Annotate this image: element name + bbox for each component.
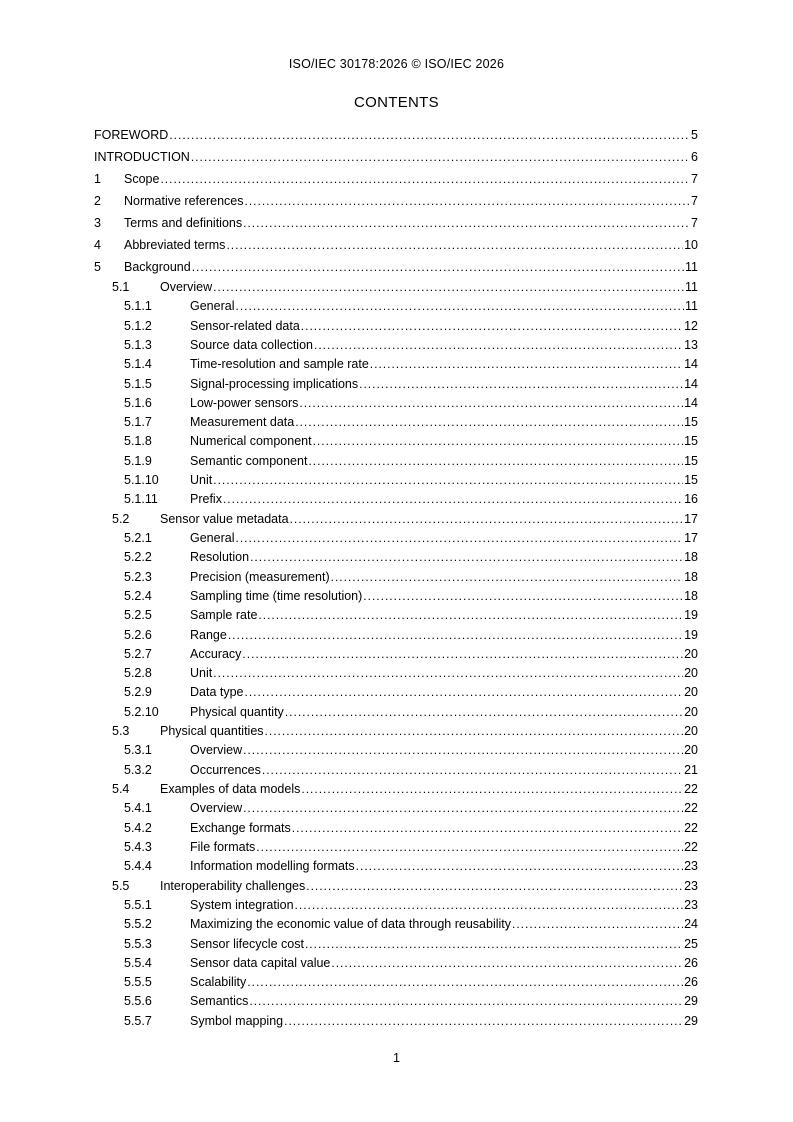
dot-leader (299, 394, 683, 413)
toc-entry[interactable] (94, 799, 698, 818)
toc-entry-label: Measurement data (190, 415, 295, 430)
toc-entry-label: Source data collection (190, 337, 313, 352)
toc-entry[interactable] (94, 1012, 698, 1031)
toc-entry-number: 5.2.5 (124, 608, 152, 623)
toc-entry[interactable] (94, 915, 698, 934)
toc-entry-page: 19 (684, 627, 698, 642)
toc-entry-label: Prefix (190, 492, 222, 507)
dot-leader (292, 819, 683, 838)
toc-entry-number: 5.3.2 (124, 762, 152, 777)
toc-entry-page: 20 (684, 685, 698, 700)
dot-leader (512, 915, 683, 934)
toc-entry-number: 5 (94, 260, 101, 274)
toc-entry-number: 5.1.2 (124, 318, 152, 333)
toc-entry-page: 6 (691, 150, 698, 164)
dot-leader (245, 190, 691, 212)
toc-entry-number: 5.1.8 (124, 434, 152, 449)
toc-entry-page: 16 (684, 492, 698, 507)
toc-entry-number: 5.5.3 (124, 936, 152, 951)
toc-entry-label: Semantics (190, 994, 249, 1009)
dot-leader (223, 490, 683, 509)
toc-entry-label: Normative references (124, 194, 244, 208)
table-of-contents (94, 124, 698, 1031)
toc-entry-label: Abbreviated terms (124, 238, 226, 252)
toc-entry-number: 5.4.2 (124, 820, 152, 835)
toc-entry-page: 15 (684, 415, 698, 430)
dot-leader (160, 168, 690, 190)
toc-entry[interactable] (94, 587, 698, 606)
toc-entry-number: 4 (94, 238, 101, 252)
toc-entry[interactable] (94, 626, 698, 645)
toc-entry-page: 20 (684, 646, 698, 661)
toc-entry-number: 5.2 (112, 511, 130, 526)
toc-entry-label: Precision (measurement) (190, 569, 330, 584)
toc-entry-label: Time-resolution and sample rate (190, 357, 369, 372)
dot-leader (228, 626, 683, 645)
toc-entry[interactable] (94, 896, 698, 915)
toc-entry-page: 26 (684, 975, 698, 990)
toc-entry-page: 15 (684, 434, 698, 449)
toc-entry-page: 11 (685, 260, 698, 274)
toc-entry-number: 5.2.4 (124, 588, 152, 603)
toc-entry-page: 14 (684, 357, 698, 372)
dot-leader (256, 838, 683, 857)
document-header: ISO/IEC 30178:2026 © ISO/IEC 2026 (288, 57, 505, 71)
toc-entry[interactable] (94, 124, 698, 146)
toc-entry[interactable] (94, 935, 698, 954)
toc-entry-number: 5.2.3 (124, 569, 152, 584)
toc-entry-page: 24 (684, 917, 698, 932)
toc-entry[interactable] (94, 973, 698, 992)
toc-entry-number: 5.1.6 (124, 395, 152, 410)
toc-entry-label: Terms and definitions (124, 216, 243, 230)
toc-entry-label: Interoperability challenges (160, 878, 306, 893)
dot-leader (363, 587, 683, 606)
toc-entry-page: 23 (684, 859, 698, 874)
toc-entry-label: Range (190, 627, 227, 642)
dot-leader (245, 683, 684, 702)
toc-entry-label: FOREWORD (94, 128, 169, 142)
toc-entry-number: 5.5.1 (124, 897, 152, 912)
dot-leader (301, 317, 683, 336)
toc-entry-page: 7 (691, 216, 698, 230)
toc-entry-label: Maximizing the economic value of data through reusability (190, 917, 512, 932)
toc-entry[interactable] (94, 413, 698, 432)
toc-entry-label: Physical quantities (160, 724, 264, 739)
dot-leader (313, 432, 684, 451)
dot-leader (242, 645, 683, 664)
toc-entry-page: 22 (684, 839, 698, 854)
dot-leader (247, 973, 683, 992)
toc-entry-page: 15 (684, 473, 698, 488)
toc-entry-page: 10 (684, 238, 698, 252)
toc-entry-number: 5.1.10 (124, 473, 159, 488)
toc-entry[interactable] (94, 838, 698, 857)
dot-leader (359, 375, 683, 394)
toc-entry-label: Sensor data capital value (190, 955, 331, 970)
toc-entry-label: Sampling time (time resolution) (190, 588, 363, 603)
toc-entry-page: 7 (691, 172, 698, 186)
toc-entry-number: 3 (94, 216, 101, 230)
toc-entry-number: 5.4.1 (124, 801, 152, 816)
dot-leader (226, 234, 683, 256)
toc-entry-page: 23 (684, 897, 698, 912)
dot-leader (370, 355, 683, 374)
toc-entry[interactable] (94, 452, 698, 471)
toc-entry-number: 5.3.1 (124, 743, 152, 758)
toc-entry-label: Signal-processing implications (190, 376, 359, 391)
toc-entry[interactable] (94, 256, 698, 278)
toc-entry-label: General (190, 531, 235, 546)
toc-entry-number: 5.5 (112, 878, 130, 893)
toc-entry-number: 5.2.6 (124, 627, 152, 642)
toc-entry-number: 5.5.4 (124, 955, 152, 970)
toc-entry-label: Numerical component (190, 434, 312, 449)
toc-entry-number: 5.3 (112, 724, 130, 739)
dot-leader (331, 954, 683, 973)
toc-entry-number: 5.4.3 (124, 839, 152, 854)
toc-entry[interactable] (94, 234, 698, 256)
toc-entry[interactable] (94, 336, 698, 355)
toc-entry-label: Overview (190, 743, 243, 758)
toc-entry-label: Resolution (190, 550, 250, 565)
toc-entry-page: 20 (684, 666, 698, 681)
toc-entry[interactable] (94, 490, 698, 509)
toc-entry-number: 5.1 (112, 280, 130, 294)
dot-leader (249, 992, 683, 1011)
page-number: 1 (393, 1051, 400, 1065)
toc-entry-page: 11 (685, 299, 698, 314)
dot-leader (301, 780, 683, 799)
dot-leader (284, 1012, 683, 1031)
toc-entry-page: 19 (684, 608, 698, 623)
toc-entry-label: Symbol mapping (190, 1013, 284, 1028)
toc-entry[interactable] (94, 355, 698, 374)
dot-leader (290, 510, 684, 529)
toc-entry-page: 18 (684, 569, 698, 584)
toc-entry[interactable] (94, 683, 698, 702)
toc-entry-label: Scope (124, 172, 160, 186)
toc-entry-page: 18 (684, 550, 698, 565)
toc-entry-number: 5.1.11 (124, 492, 158, 507)
toc-entry-page: 13 (684, 337, 698, 352)
toc-entry[interactable] (94, 278, 698, 297)
dot-leader (192, 256, 684, 278)
toc-entry-label: Sample rate (190, 608, 258, 623)
toc-entry[interactable] (94, 877, 698, 896)
toc-entry[interactable] (94, 146, 698, 168)
toc-entry[interactable] (94, 375, 698, 394)
toc-entry-page: 23 (684, 878, 698, 893)
toc-entry-label: Semantic component (190, 453, 308, 468)
toc-entry-label: Accuracy (190, 646, 242, 661)
toc-entry-label: Unit (190, 666, 213, 681)
toc-entry[interactable] (94, 645, 698, 664)
dot-leader (213, 278, 684, 297)
toc-entry-label: Sensor lifecycle cost (190, 936, 304, 951)
toc-entry-page: 22 (684, 801, 698, 816)
toc-entry-label: INTRODUCTION (94, 150, 190, 164)
dot-leader (356, 857, 683, 876)
toc-entry[interactable] (94, 190, 698, 212)
toc-entry[interactable] (94, 394, 698, 413)
dot-leader (308, 452, 683, 471)
toc-entry-page: 25 (684, 936, 698, 951)
toc-entry-page: 15 (684, 453, 698, 468)
toc-entry[interactable] (94, 703, 698, 722)
toc-entry-number: 5.1.4 (124, 357, 152, 372)
toc-entry-number: 5.5.5 (124, 975, 152, 990)
dot-leader (314, 336, 683, 355)
dot-leader (305, 935, 683, 954)
toc-entry-label: Exchange formats (190, 820, 291, 835)
dot-leader (295, 413, 683, 432)
toc-entry[interactable] (94, 761, 698, 780)
toc-entry[interactable] (94, 212, 698, 234)
toc-entry-number: 5.2.1 (124, 531, 152, 546)
dot-leader (331, 568, 683, 587)
toc-entry[interactable] (94, 510, 698, 529)
toc-entry-number: 5.5.6 (124, 994, 152, 1009)
toc-entry-number: 5.1.9 (124, 453, 152, 468)
toc-entry-page: 5 (691, 128, 698, 142)
toc-entry[interactable] (94, 954, 698, 973)
dot-leader (169, 124, 690, 146)
toc-entry-label: Scalability (190, 975, 247, 990)
toc-entry-number: 5.1.5 (124, 376, 152, 391)
dot-leader (285, 703, 683, 722)
toc-entry-number: 5.2.7 (124, 646, 152, 661)
toc-entry-label: Examples of data models (160, 782, 301, 796)
toc-entry[interactable] (94, 741, 698, 760)
toc-entry-page: 26 (684, 955, 698, 970)
toc-entry[interactable] (94, 548, 698, 567)
toc-entry-page: 18 (684, 588, 698, 603)
toc-entry[interactable] (94, 432, 698, 451)
toc-entry-page: 21 (684, 762, 698, 777)
toc-entry-label: Physical quantity (190, 704, 284, 719)
toc-entry-label: Overview (190, 801, 243, 816)
toc-entry[interactable] (94, 529, 698, 548)
toc-entry-number: 5.2.8 (124, 666, 152, 681)
dot-leader (213, 471, 683, 490)
toc-entry-page: 20 (684, 743, 698, 758)
toc-entry-page: 22 (684, 820, 698, 835)
dot-leader (235, 529, 683, 548)
contents-title: CONTENTS (354, 94, 439, 111)
toc-entry-number: 5.4 (112, 782, 130, 796)
toc-entry-page: 7 (691, 194, 698, 208)
toc-entry-number: 5.4.4 (124, 859, 152, 874)
toc-entry-page: 22 (684, 782, 698, 796)
toc-entry-page: 12 (684, 318, 698, 333)
toc-entry-number: 1 (94, 172, 101, 186)
dot-leader (262, 761, 683, 780)
dot-leader (243, 799, 683, 818)
toc-entry-page: 11 (685, 280, 698, 294)
toc-entry-page: 20 (684, 724, 698, 739)
dot-leader (258, 606, 683, 625)
toc-entry-number: 5.5.7 (124, 1013, 152, 1028)
toc-entry-number: 5.1.7 (124, 415, 152, 430)
toc-entry-page: 29 (684, 1013, 698, 1028)
toc-entry-label: Low-power sensors (190, 395, 299, 410)
toc-entry[interactable] (94, 168, 698, 190)
toc-entry-page: 17 (684, 511, 698, 526)
toc-entry[interactable] (94, 722, 698, 741)
dot-leader (191, 146, 690, 168)
toc-entry-label: Background (124, 260, 191, 274)
toc-entry-page: 29 (684, 994, 698, 1009)
toc-entry-label: General (190, 299, 235, 314)
toc-entry[interactable] (94, 317, 698, 336)
toc-entry[interactable] (94, 297, 698, 316)
toc-entry-label: Data type (190, 685, 244, 700)
toc-entry-number: 5.2.2 (124, 550, 152, 565)
toc-entry-number: 2 (94, 194, 101, 208)
toc-entry-label: Occurrences (190, 762, 261, 777)
dot-leader (306, 877, 683, 896)
toc-entry-label: Sensor value metadata (160, 511, 289, 526)
toc-entry-number: 5.5.2 (124, 917, 152, 932)
toc-entry-label: Overview (160, 280, 213, 294)
dot-leader (265, 722, 684, 741)
toc-entry[interactable] (94, 992, 698, 1011)
dot-leader (243, 741, 683, 760)
toc-entry-number: 5.2.9 (124, 685, 152, 700)
toc-entry[interactable] (94, 819, 698, 838)
dot-leader (213, 664, 683, 683)
toc-entry[interactable] (94, 780, 698, 799)
toc-entry-page: 20 (684, 704, 698, 719)
dot-leader (235, 297, 684, 316)
toc-entry[interactable] (94, 606, 698, 625)
toc-entry-label: Information modelling formats (190, 859, 355, 874)
toc-entry[interactable] (94, 664, 698, 683)
toc-entry-label: File formats (190, 839, 256, 854)
toc-entry-number: 5.2.10 (124, 704, 159, 719)
toc-entry-number: 5.1.1 (124, 299, 152, 314)
dot-leader (250, 548, 683, 567)
toc-entry-page: 14 (684, 395, 698, 410)
toc-entry-page: 14 (684, 376, 698, 391)
dot-leader (243, 212, 690, 234)
toc-entry[interactable] (94, 568, 698, 587)
toc-entry-label: Sensor-related data (190, 318, 300, 333)
toc-entry-label: Unit (190, 473, 213, 488)
toc-entry-label: System integration (190, 897, 294, 912)
toc-entry-number: 5.1.3 (124, 337, 152, 352)
dot-leader (295, 896, 684, 915)
toc-entry[interactable] (94, 857, 698, 876)
toc-entry[interactable] (94, 471, 698, 490)
toc-entry-page: 17 (684, 531, 698, 546)
